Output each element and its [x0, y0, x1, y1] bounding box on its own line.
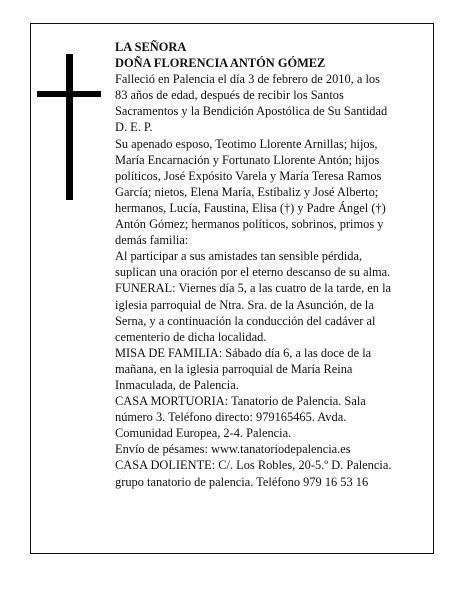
heading-title: LA SEÑORA — [115, 40, 187, 54]
text-line: García; nietos, Elena María, Estíbaliz y José Alberto; — [115, 184, 379, 199]
text-line: Sacramentos y la Bendición Apostólica de Su Santidad — [115, 104, 388, 119]
notice-text — [115, 39, 427, 490]
obituary-notice — [30, 23, 434, 554]
text-line: hermanos, Lucía, Faustina, Elisa (†) y Padre Ángel (†) — [115, 200, 386, 215]
text-line: María Encarnación y Fortunato Llorente Antón; hijos — [115, 152, 380, 167]
text-line: cementerio de dicha localidad. — [115, 329, 267, 344]
text-line: Serna, y a continuación la conducción del cadáver al — [115, 313, 376, 328]
text-line: FUNERAL: Viernes día 5, a las cuatro de la tarde, en la — [115, 281, 392, 296]
text-line: MISA DE FAMILIA: Sábado día 6, a las doce de la — [115, 345, 372, 360]
text-line: mañana, en la iglesia parroquial de María Reina — [115, 361, 353, 376]
text-line: número 3. Teléfono directo: 979165465. Avda. — [115, 410, 347, 425]
cross-horizontal-bar — [37, 91, 101, 97]
text-line: D. E. P. — [115, 120, 153, 135]
cross-vertical-bar — [66, 54, 73, 200]
text-line: Comunidad Europea, 2-4. Palencia. — [115, 426, 292, 441]
text-line: iglesia parroquial de Ntra. Sra. de la Asunción, de la — [115, 297, 374, 312]
text-line: grupo tanatorio de palencia. Teléfono 979 16 53 16 — [115, 474, 369, 489]
deceased-name: DOÑA FLORENCIA ANTÓN GÓMEZ — [115, 56, 326, 71]
text-line: Su apenado esposo, Teotimo Llorente Arnillas; hijos, — [115, 136, 378, 151]
text-line: Al participar a sus amistades tan sensible pérdida, — [115, 249, 363, 264]
text-line: políticos, José Expósito Varela y María Teresa Ramos — [115, 168, 382, 183]
text-line: Envío de pésames: www.tanatoriodepalencia.es — [115, 442, 351, 457]
text-line: Inmaculada, de Palencia. — [115, 377, 239, 392]
text-line: CASA MORTUORIA: Tanatorio de Palencia. Sala — [115, 394, 366, 409]
text-line: suplican una oración por el eterno descanso de su alma. — [115, 265, 391, 280]
text-line: 83 años de edad, después de recibir los Santos — [115, 88, 344, 103]
text-line: CASA DOLIENTE: C/. Los Robles, 20-5.º D. Palencia. — [115, 458, 392, 473]
text-line: Antón Gómez; hermanos políticos, sobrinos, primos y — [115, 217, 384, 232]
text-line: Falleció en Palencia el día 3 de febrero de 2010, a los — [115, 72, 380, 87]
text-line: demás familia: — [115, 233, 189, 248]
